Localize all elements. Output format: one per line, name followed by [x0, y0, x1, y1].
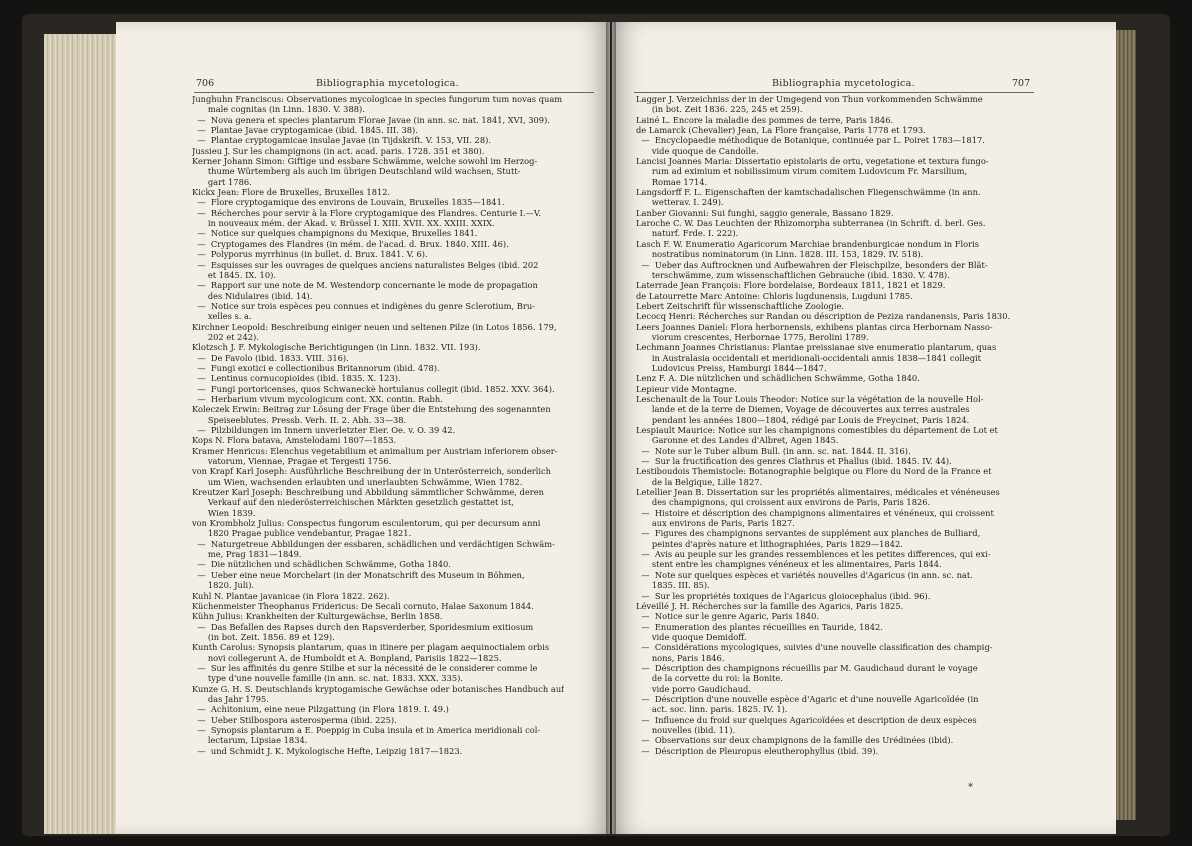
left-bibliography-list [192, 94, 564, 756]
bibliography-line: Lagger J. Verzeichniss der in der Umgegend von Thun vorkommenden Schwämme [636, 94, 983, 104]
bibliography-line: Klotzsch J. F. Mykologische Berichtigungen (in Linn. 1832. VII. 193). [192, 342, 481, 353]
bibliography-line: — Achitonium, eine neue Pilzgattung (in Flora 1819. I. 49.) [192, 704, 449, 715]
bibliography-line: naturf. Frde. I. 222). [636, 228, 739, 239]
bibliography-line: type d'une nouvelle famille (in ann. sc. nat. 1833. XXX. 335). [192, 673, 464, 684]
bibliography-line: des champignons, qui croissent aux environs de Paris, Paris 1826. [636, 497, 931, 508]
bibliography-line: Kerner Johann Simon: Giftige und essbare Schwämme, welche sowohl im Herzog- [192, 156, 538, 167]
bibliography-line: — Enumeration des plantes récueillies en Tauride, 1842. [636, 621, 883, 632]
bibliography-line: Lenz F. A. Die nützlichen und schädlichen Schwämme, Gotha 1840. [636, 373, 920, 384]
bibliography-line: Lancisi Joannes Maria: Dissertatio epistolaris de ortu, vegetatione et textura fungo- [636, 156, 989, 167]
bibliography-line: Romae 1714. [636, 176, 708, 187]
bibliography-line: wetterav. I. 249). [636, 197, 724, 208]
bibliography-line: de la corvette du roi: la Bonite. [636, 673, 783, 684]
bibliography-line: aux environs de Paris, Paris 1827. [636, 518, 795, 529]
bibliography-line: Garonne et des Landes d'Albret, Agen 1845. [636, 435, 839, 446]
bibliography-line: lectarum, Lipsiae 1834. [192, 735, 308, 746]
bibliography-line: — Ueber das Auftrocknen und Aufbewahren der Fleischpilze, besonders der Blät- [636, 259, 988, 270]
bibliography-line: — Nova genera et species plantarum Florae Javae (in ann. sc. nat. 1841, XVI, 309). [192, 114, 550, 125]
bibliography-line: Kunze G. H. S. Deutschlands kryptogamische Gewächse oder botanisches Handbuch auf [192, 683, 565, 694]
right-running-head: Bibliographia mycetologica. [772, 78, 915, 89]
left-page-number: 706 [196, 78, 215, 89]
bibliography-line: Kirchner Leopold: Beschreibung einiger neuen und seltenen Pilze (in Lotos 1856. 179, [192, 321, 557, 332]
bibliography-line: Langsdorff F. L. Eigenschaften der kamtschadalischen Fliegenschwämme (in ann. [636, 187, 981, 198]
bibliography-line: 202 et 242). [192, 331, 259, 342]
bibliography-line: Lechmann Joannes Christianus: Plantae preissianae sive enumeratio plantarum, quas [636, 342, 997, 353]
bibliography-line: — und Schmidt J. K. Mykologische Hefte, Leipzig 1817—1823. [192, 745, 463, 756]
bibliography-line: — Encyclopaedie méthodique de Botanique, continuée par L. Poiret 1783—1817. [636, 135, 985, 146]
bibliography-line: stent entre les champignes vénéneux et les alimentaires, Paris 1844. [636, 559, 942, 570]
bibliography-line: — Polyporus myrrhinus (in bullet. d. Brux. 1841. V. 6). [192, 249, 428, 260]
bibliography-line: vide porro Gaudichaud. [636, 683, 752, 694]
bibliography-line: Letellier Jean B. Dissertation sur les propriétés alimentaires, médicales et vénéneuses [636, 487, 1000, 498]
bibliography-line: — Note sur le Tuber album Bull. (in ann. sc. nat. 1844. II. 316). [636, 445, 911, 456]
bibliography-line: das Jahr 1795. [192, 693, 269, 704]
bibliography-line: 1820. Juli). [192, 580, 255, 591]
bibliography-line: — Observations sur deux champignons de la famille des Urédinées (ibid). [636, 735, 954, 746]
left-page [116, 22, 610, 834]
bibliography-line: me, Prag 1831—1849. [192, 549, 302, 560]
bibliography-line: Speiseeblutes. Pressb. Verh. II. 2. Abh. 33—38. [192, 414, 407, 425]
bibliography-line: — Sur les propriétés toxiques de l'Agaricus gloiocephalus (ibid. 96). [636, 590, 931, 601]
bibliography-line: — Déscription d'une nouvelle espèce d'Agaric et d'une nouvelle Agaricoïdée (in [636, 693, 979, 704]
bibliography-line: — Esquisses sur les ouvrages de quelques anciens naturalistes Belges (ibid. 202 [192, 259, 539, 270]
bibliography-line: Lasch F. W. Enumeratio Agaricorum Marchiae brandenburgicae nondum in Floris [636, 238, 979, 249]
bibliography-line: — Plantae cryptogamicae insulae Javae (in Tijdskrift. V. 153, VII. 28). [192, 135, 491, 146]
bibliography-line: (in bot. Zeit. 1856. 89 et 129). [192, 631, 335, 642]
bibliography-line: — Fungi portoricenses, quos Schwaneckè hortulanus collegit (ibid. 1852. XXV. 364). [192, 383, 555, 394]
bibliography-line: viorum crescentes, Herbornae 1775, Berolini 1789. [636, 331, 869, 342]
bibliography-line: de la Belgique, Lille 1827. [636, 476, 763, 487]
bibliography-line: — Déscription des champignons récueillis par M. Gaudichaud durant le voyage [636, 662, 978, 673]
bibliography-line: Kreutzer Karl Joseph: Beschreibung und Abbildung sämmtlicher Schwämme, deren [192, 487, 545, 498]
bibliography-line: — De Favolo (ibid. 1833. VIII. 316). [192, 352, 349, 363]
right-header-rule [634, 92, 1034, 93]
bibliography-line: 1820 Pragae publice vendebantur, Pragae 1821. [192, 528, 412, 539]
bibliography-line: — Cryptogames des Flandres (in mém. de l'acad. d. Brux. 1840. XIII. 46). [192, 238, 509, 249]
bibliography-line: Lepieur vide Montagne. [636, 383, 737, 394]
bibliography-line: Laterrade Jean François: Flore bordelaise, Bordeaux 1811, 1821 et 1829. [636, 280, 946, 291]
bibliography-line: — Figures des champignons servantes de supplément aux planches de Bulliard, [636, 528, 981, 539]
bibliography-line: — Rapport sur une note de M. Westendorp concernante le mode de propagation [192, 280, 538, 291]
bibliography-line: Wien 1839. [192, 507, 256, 518]
bibliography-line: — Histoire et déscription des champignons alimentaires et vénéneux, qui croissent [636, 507, 994, 518]
bibliography-line: Kramer Henricus: Elenchus vegetabilium et animalium per Austriam inferiorem obser- [192, 445, 558, 456]
bibliography-line: nostratibus nominatorum (in Linn. 1828. III. 153, 1829. IV. 518). [636, 249, 924, 260]
bibliography-line: 1835. III. 85). [636, 580, 710, 591]
bibliography-line: de Latourrette Marc Antoine: Chloris lugdunensis, Lugduni 1785. [636, 290, 913, 301]
bibliography-line: thume Würtemberg als auch im übrigen Deutschland wild wachsen, Stutt- [192, 166, 521, 177]
bibliography-line: act. soc. linn. paris. 1825. IV. 1). [636, 704, 788, 715]
bibliography-line: Lebert Zeitschrift für wissenschaftliche Zoologie. [636, 300, 845, 311]
bibliography-line: Leschenault de la Tour Louis Theodor: Notice sur la végétation de la nouvelle Hol- [636, 393, 984, 404]
bibliography-line: Kunth Carolus: Synopsis plantarum, quas in itinere per plagam aequinoctialem orbis [192, 642, 550, 653]
bibliography-line: — Sur la fructification des genres Clathrus et Phallus (ibid. 1845. IV. 44). [636, 456, 952, 467]
page-edges-left [44, 34, 118, 834]
bibliography-line: Kuhl N. Plantae javanicae (in Flora 1822. 262). [192, 590, 390, 601]
bibliography-line: Kühn Julius: Krankheiten der Kulturgewächse, Berlin 1858. [192, 611, 443, 622]
bibliography-line: — Naturgetreue Abbildungen der essbaren, schädlichen und verdächtigen Schwäm- [192, 538, 555, 549]
bibliography-line: Kickx Jean: Flore de Bruxelles, Bruxelles 1812. [192, 187, 391, 198]
bibliography-line: terschwämme, zum wissenschaftlichen Gebrauche (ibid. 1830. V. 478). [636, 269, 950, 280]
bibliography-line: — Avis au peuple sur les grandes ressemblences et les petites differences, qui exi- [636, 549, 991, 560]
bibliography-line: des Nidulaires (ibid. 14). [192, 290, 313, 301]
bibliography-line: Lespiault Maurice: Notice sur les champignons comestibles du département de Lot et [636, 425, 998, 435]
bibliography-line: — Synopsis plantarum a E. Poeppig in Cuba insula et in America meridionali col- [192, 724, 541, 735]
bibliography-line: in nouveaux mém. der Akad. v. Brüssel I. XIII. XVII. XX. XXIII. XXIX. [192, 218, 495, 229]
bibliography-line: Jussieu J. Sur les champignons (in act. acad. paris. 1728. 351 et 380). [192, 145, 485, 156]
bibliography-line: pendant les années 1800—1804, rédigé par Louis de Freycinet, Paris 1824. [636, 414, 970, 425]
bibliography-line: nouvelles (ibid. 11). [636, 724, 736, 735]
bibliography-line: Kops N. Flora batava, Amstelodami 1807—1853. [192, 435, 397, 446]
left-header-rule [194, 92, 594, 93]
bibliography-line: vide quoque de Candolle. [636, 145, 759, 156]
bibliography-line: Küchenmeister Theophanus Fridericus: De Secali cornuto, Halae Saxonum 1844. [192, 600, 534, 611]
bibliography-line: vatorum, Viennae, Pragae et Tergesti 1756. [192, 456, 392, 467]
bibliography-line: — Considérations mycologiques, suivies d'une nouvelle classification des champig- [636, 642, 993, 653]
bibliography-line: Laroche C. W. Das Leuchten der Rhizomorpha subterranea (in Schrift. d. berl. Ges. [636, 218, 986, 229]
bibliography-line: xelles s. a. [192, 311, 252, 322]
left-running-head: Bibliographia mycetologica. [316, 78, 459, 89]
bibliography-line: von Krombholz Julius: Conspectus fungorum esculentorum, qui per decursum anni [192, 518, 541, 529]
page-edges-right [1116, 30, 1136, 820]
bibliography-line: novi collegerunt A. de Humboldt et A. Bonpland, Parisiis 1822—1825. [192, 652, 502, 663]
bibliography-line: male cognitas (in Linn. 1830. V. 388). [192, 104, 365, 115]
bibliography-line: — Pilzbildungen im Innern unverletzter Eier. Oe. v. O. 39 42. [192, 425, 456, 435]
right-bibliography-list [636, 94, 1010, 756]
bibliography-line: — Notice sur le genre Agaric, Paris 1840. [636, 611, 819, 622]
bibliography-line: lande et de la terre de Diemen, Voyage de découvertes aux terres australes [636, 404, 970, 415]
bibliography-line: — Lentinus cornucopioides (ibid. 1835. X. 123). [192, 373, 401, 384]
bibliography-line: — Récherches pour servir à la Flore cryptogamique des Flandres. Centurie I.—V. [192, 207, 542, 218]
bibliography-line: — Notice sur quelques champignons du Mexique, Bruxelles 1841. [192, 228, 478, 239]
bibliography-line: et 1845. IX. 10). [192, 269, 276, 280]
signature-mark: * [968, 782, 973, 793]
bibliography-line: — Notice sur trois espèces peu connues et indigènes du genre Sclerotium, Bru- [192, 300, 535, 311]
right-page [612, 22, 1116, 834]
bibliography-line: Junghuhn Franciscus: Observationes mycologicae in species fungorum tum novas quam [192, 94, 563, 104]
bibliography-line: — Das Befallen des Rapses durch den Rapsverderber, Sporidesmium exitiosum [192, 621, 534, 632]
bibliography-line: peintes d'après nature et lithographiées, Paris 1829—1842. [636, 538, 903, 549]
bibliography-line: Leers Joannes Daniel: Flora herbornensis, exhibens plantas circa Herbornam Nasso- [636, 321, 993, 332]
bibliography-line: Lainé L. Encore la maladie des pommes de terre, Paris 1846. [636, 114, 894, 125]
bibliography-line: Lestiboudois Themistocle: Botanographie belgique ou Flore du Nord de la France et [636, 466, 992, 477]
bibliography-line: — Note sur quelques espèces et variétés nouvelles d'Agaricus (in ann. sc. nat. [636, 569, 973, 580]
bibliography-line: (in bot. Zeit 1836. 225, 245 et 259). [636, 104, 803, 115]
bibliography-line: gart 1786. [192, 176, 252, 187]
bibliography-line: — Die nützlichen und schädlichen Schwämme, Gotha 1840. [192, 559, 451, 570]
bibliography-line: rum ad eximium et nobilissimum virum comitem Ludovicum Fr. Marsilium, [636, 166, 968, 177]
bibliography-line: Lecocq Henri: Récherches sur Randan ou déscription de Peziza randanensis, Paris 1830. [636, 311, 1011, 322]
bibliography-line: — Ueber Stilbospora asterosperma (ibid. 225). [192, 714, 397, 725]
bibliography-line: — Fungi exotici e collectionibus Britannorum (ibid. 478). [192, 362, 440, 373]
bibliography-line: nons, Paris 1846. [636, 652, 725, 663]
bibliography-line: — Herbarium vivum mycologicum cont. XX. contin. Rabh. [192, 393, 443, 404]
bibliography-line: Léveillé J. H. Récherches sur la famille des Agarics, Paris 1825. [636, 600, 904, 611]
bibliography-line: — Flore cryptogamique des environs de Louvain, Bruxelles 1835—1841. [192, 197, 505, 208]
bibliography-line: von Krapf Karl Joseph: Ausführliche Beschreibung der in Unterösterreich, sonderlich [192, 466, 552, 477]
bibliography-line: vide quoque Demidoff. [636, 631, 747, 642]
bibliography-line: Lanber Giovanni: Sui funghi, saggio generale, Bassano 1829. [636, 207, 894, 218]
book-gutter [606, 22, 616, 834]
bibliography-line: in Australasia occidentali et meridionali-occidentali annis 1838—1841 collegit [636, 352, 982, 363]
bibliography-line: Ludovicus Preiss, Hamburgi 1844—1847. [636, 362, 827, 373]
bibliography-line: Koleczek Erwin: Beitrag zur Lösung der Frage über die Entstehung des sogenannten [192, 404, 551, 415]
bibliography-line: — Sur les affinités du genre Stilbe et sur la nécessité de le considerer comme le [192, 662, 538, 673]
bibliography-line: — Influence du froid sur quelques Agaricoïdées et description de deux espèces [636, 714, 977, 725]
right-page-number: 707 [1012, 78, 1031, 89]
bibliography-line: de Lamarck (Chevalier) Jean, La Flore française, Paris 1778 et 1793. [636, 125, 926, 136]
bibliography-line: — Plantae Javae cryptogamicae (ibid. 1845. III. 38). [192, 125, 418, 136]
bibliography-line: Verkauf auf den niederösterreichischen Märkten gesetzlich gestattet ist, [192, 497, 514, 508]
bibliography-line: — Déscription de Pleuropus eleutherophyllus (ibid. 39). [636, 745, 879, 756]
bibliography-line: um Wien, wachsenden erlaubten und unerlaubten Schwämme, Wien 1782. [192, 476, 523, 487]
bibliography-line: — Ueber eine neue Morchelart (in der Monatschrift des Museum in Böhmen, [192, 569, 525, 580]
